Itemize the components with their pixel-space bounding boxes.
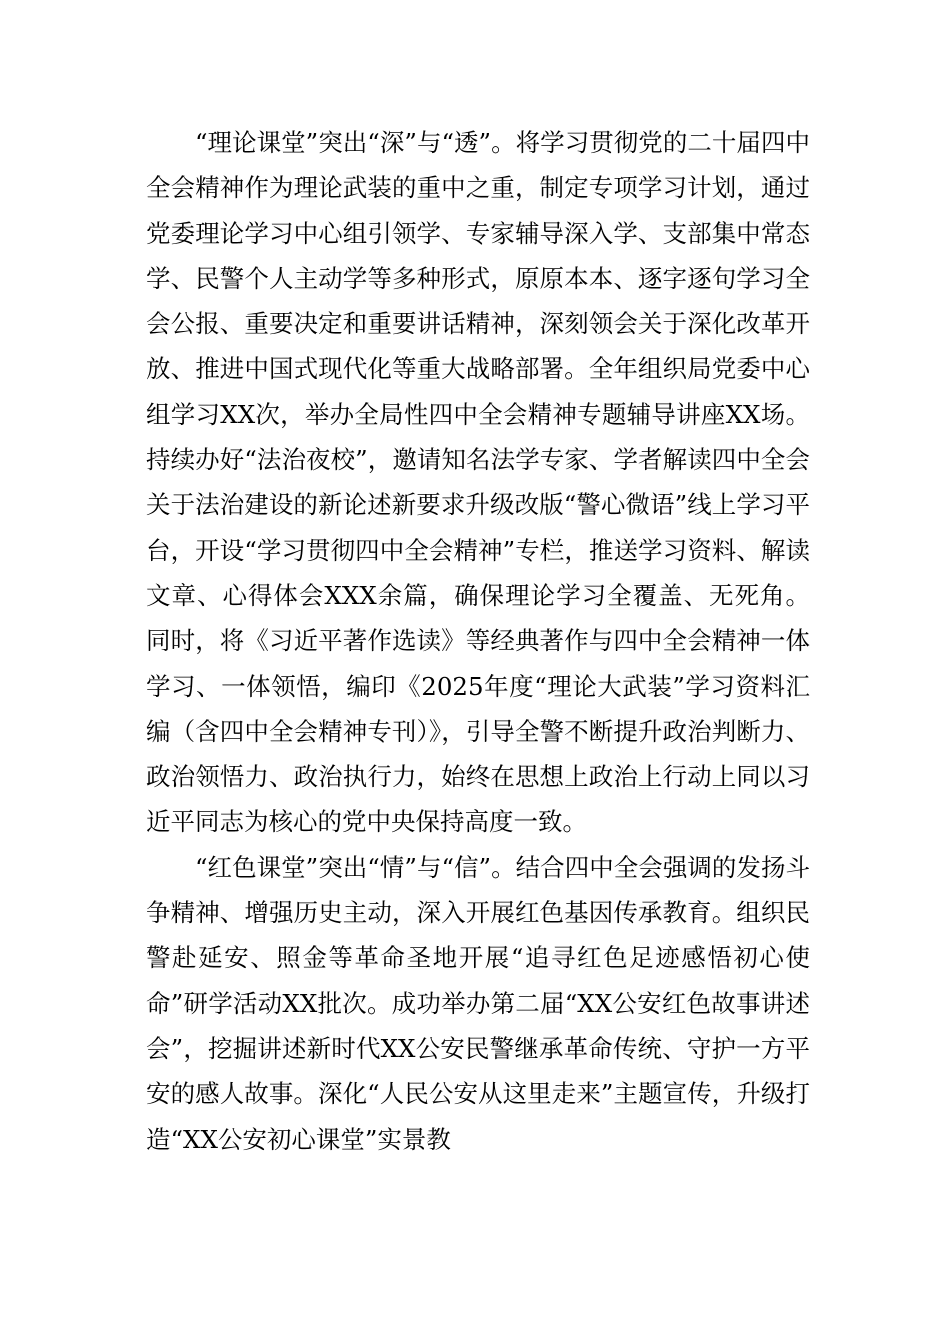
document-body [146, 120, 810, 1162]
paragraph-theory-classroom: “理论课堂”突出“深”与“透”。将学习贯彻党的二十届四中全会精神作为理论武装的重中之重，制定专项学习计划，通过党委理论学习中心组引领学、专家辅导深入学、支部集中常态学、民警个人主动学等多种形式，原原本本、逐字逐句学习全会公报、重要决定和重要讲话精神，深刻领会关于深化改革开放、推进中国式现代化等重大战略部署。全年组织局党委中心组学习XX次，举办全局性四中全会精神专题辅导讲座XX场。持续办好“法治夜校”，邀请知名法学专家、学者解读四中全会关于法治建设的新论述新要求升级改版“警心微语”线上学习平台，开设“学习贯彻四中全会精神”专栏，推送学习资料、解读文章、心得体会XXX余篇，确保理论学习全覆盖、无死角。同时，将《习近平著作选读》等经典著作与四中全会精神一体学习、一体领悟，编印《2025年度“理论大武装”学习资料汇编（含四中全会精神专刊）》，引导全警不断提升政治判断力、政治领悟力、政治执行力，始终在思想上政治上行动上同以习近平同志为核心的党中央保持高度一致。 [146, 128, 810, 837]
paragraph-red-classroom: “红色课堂”突出“情”与“信”。结合四中全会强调的发扬斗争精神、增强历史主动，深入开展红色基因传承教育。组织民警赴延安、照金等革命圣地开展“追寻红色足迹感悟初心使命”研学活动XX批次。成功举办第二届“XX公安红色故事讲述会”，挖掘讲述新时代XX公安民警继承革命传统、守护一方平安的感人故事。深化“人民公安从这里走来”主题宣传，升级打造“XX公安初心课堂”实景教 [146, 852, 810, 1154]
